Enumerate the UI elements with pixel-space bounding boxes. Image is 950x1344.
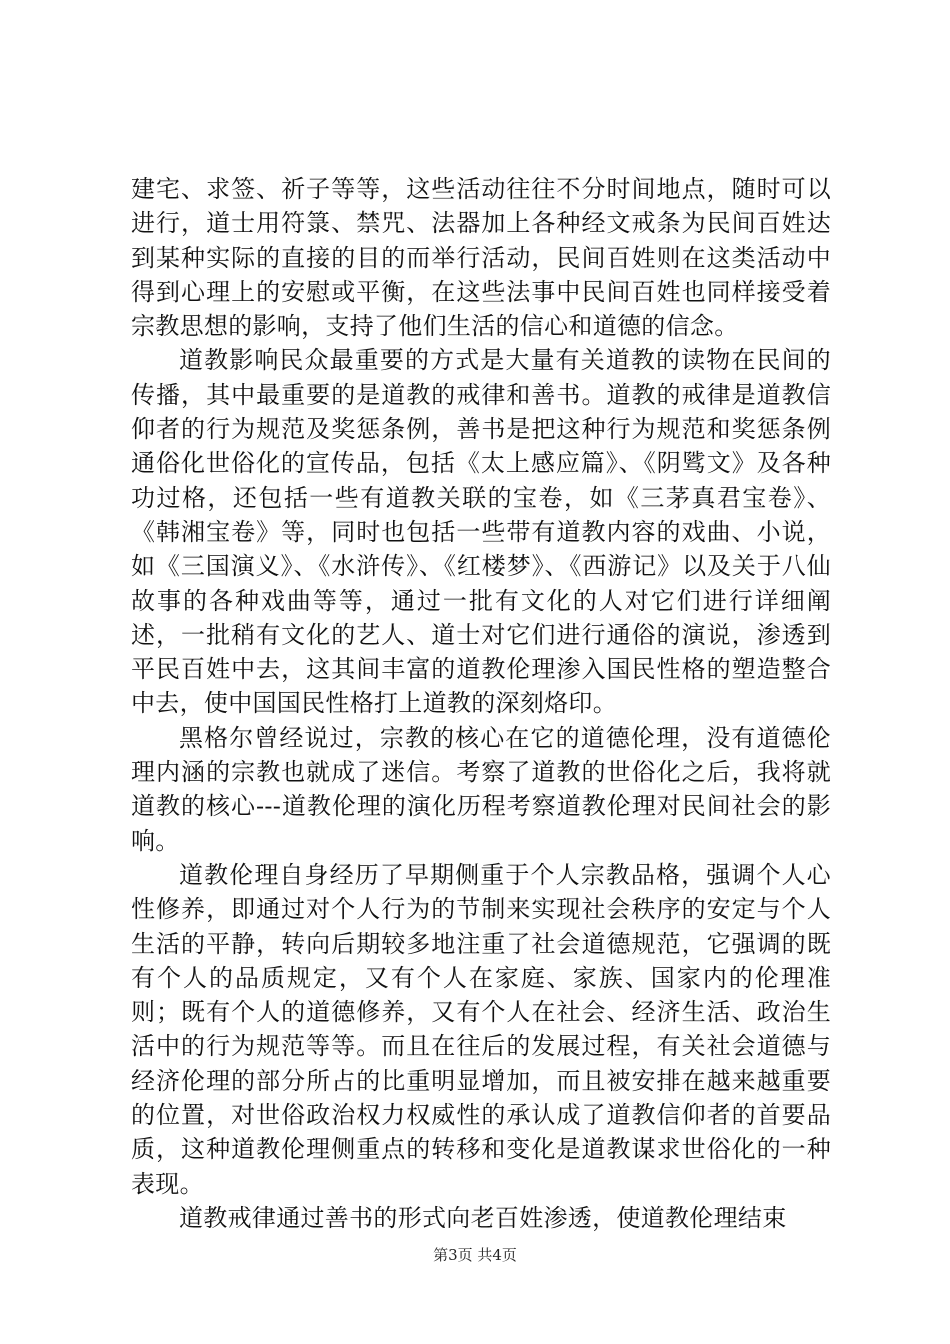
paragraph-hegel-quote: 黑格尔曾经说过，宗教的核心在它的道德伦理，没有道德伦理内涵的宗教也就成了迷信。考察了道教的世俗化之后，我将就道教的核心---道教伦理的演化历程考察道教伦理对民间社会的影响。 xyxy=(131,723,831,855)
document-body xyxy=(131,172,831,1235)
page-footer: 第3页 共4页 xyxy=(433,1246,517,1264)
paragraph-continued: 建宅、求签、祈子等等，这些活动往往不分时间地点，随时可以进行，道士用符箓、禁咒、法器加上各种经文戒条为民间百姓达到某种实际的直接的目的而举行活动，民间百姓则在这类活动中得到心理上的安慰或平衡，在这些法事中民间百姓也同样接受着宗教思想的影响，支持了他们生活的信心和道德的信念。 xyxy=(131,175,831,341)
paragraph-daoist-ethics: 道教伦理自身经历了早期侧重于个人宗教品格，强调个人心性修养，即通过对个人行为的节制来实现社会秩序的安定与个人生活的平静，转向后期较多地注重了社会道德规范，它强调的既有个人的品质规定，又有个人在家庭、家族、国家内的伦理准则；既有个人的道德修养，又有个人在社会、经济生活、政治生活中的行为规范等等。而且在往后的发展过程，有关社会道德与经济伦理的部分所占的比重明显增加，而且被安排在越来越重要的位置，对世俗政治权力权威性的承认成了道教信仰者的首要品质，这种道教伦理侧重点的转移和变化是道教谋求世俗化的一种表现。 xyxy=(131,860,831,1198)
paragraph-daoist-readings: 道教影响民众最重要的方式是大量有关道教的读物在民间的传播，其中最重要的是道教的戒律和善书。道教的戒律是道教信仰者的行为规范及奖惩条例，善书是把这种行为规范和奖惩条例通俗化世俗化的宣传品，包括《太上感应篇》、《阴骘文》及各种功过格，还包括一些有道教关联的宝卷，如《三茅真君宝卷》、《韩湘宝卷》等，同时也包括一些带有道教内容的戏曲、小说，如《三国演义》、《水浒传》、《红楼梦》、《西游记》以及关于八仙故事的各种戏曲等等，通过一批有文化的人对它们进行详细阐述，一批稍有文化的艺人、道士对它们进行通俗的演说，渗透到平民百姓中去，这其间丰富的道教伦理渗入国民性格的塑造整合中去，使中国国民性格打上道教的深刻烙印。 xyxy=(131,346,831,718)
paragraph-precepts: 道教戒律通过善书的形式向老百姓渗透，使道教伦理结束 xyxy=(179,1203,787,1232)
